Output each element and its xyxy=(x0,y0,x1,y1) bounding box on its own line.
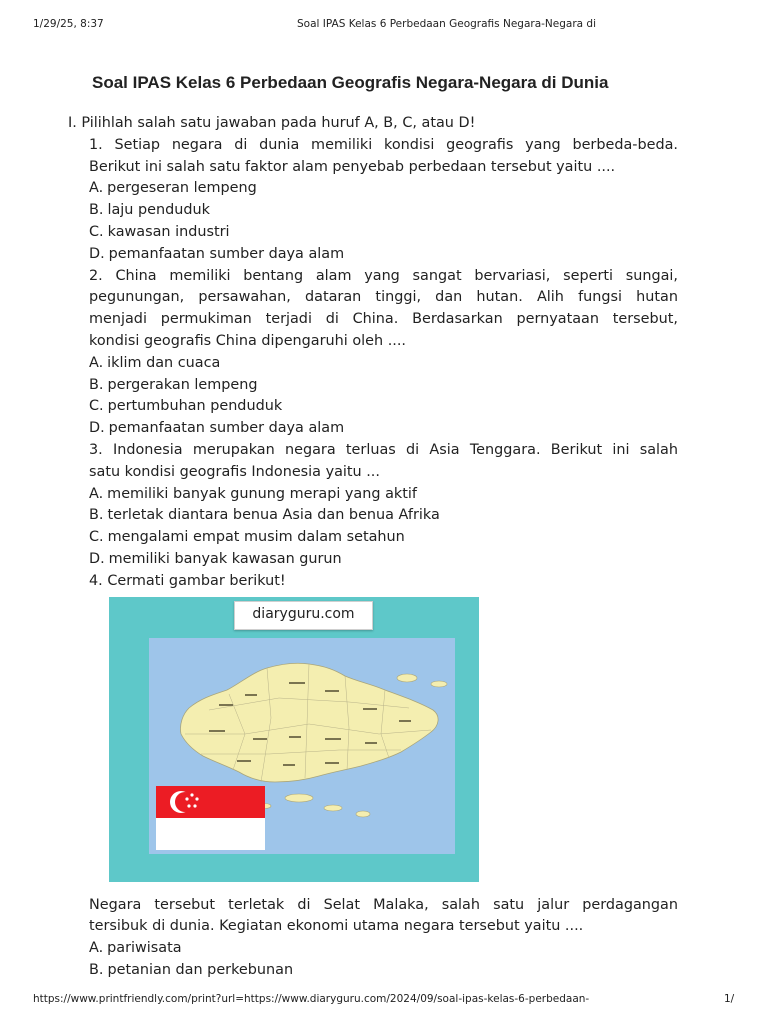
answer-option: D. memiliki banyak kawasan gurun xyxy=(89,550,342,567)
question-list xyxy=(68,113,678,982)
question-2 xyxy=(68,266,678,440)
answer-option: C. kawasan industri xyxy=(89,223,230,240)
answer-option: A. memiliki banyak gunung merapi yang aktif xyxy=(89,485,417,502)
answer-option: D. pemanfaatan sumber daya alam xyxy=(89,245,345,262)
answer-option: B. pergerakan lempeng xyxy=(89,376,258,393)
document-title: Soal IPAS Kelas 6 Perbedaan Geografis Negara-Negara di Dunia xyxy=(92,73,609,92)
answer-option: B. petanian dan perkebunan xyxy=(89,961,294,978)
question-text: Cermati gambar berikut! xyxy=(107,572,286,589)
answer-option: D. pemanfaatan sumber daya alam xyxy=(89,420,345,437)
answer-option: A. iklim dan cuaca xyxy=(89,354,221,371)
question-number: 4. xyxy=(89,572,103,589)
question-1 xyxy=(68,135,678,266)
question-text: Negara tersebut terletak di Selat Malaka, salah satu jalur perdagangan xyxy=(89,896,678,913)
question-4 xyxy=(68,571,678,982)
print-page-title: Soal IPAS Kelas 6 Perbedaan Geografis Negara-Negara di xyxy=(297,18,597,30)
singapore-map-image xyxy=(109,597,479,882)
answer-option: A. pergeseran lempeng xyxy=(89,180,257,197)
question-3 xyxy=(68,440,678,571)
question-text: China memiliki bentang alam yang sangat bervariasi, seperti sungai, xyxy=(115,267,678,284)
answer-option: A. pariwisata xyxy=(89,940,182,957)
question-text: Indonesia merupakan negara terluas di Asia Tenggara. Berikut ini salah xyxy=(113,441,678,458)
instruction: I. Pilihlah salah satu jawaban pada huruf A, B, C, atau D! xyxy=(68,115,476,131)
answer-option: B. laju penduduk xyxy=(89,202,210,219)
question-text: menjadi permukiman terjadi di China. Berdasarkan pernyataan tersebut, xyxy=(89,311,678,328)
print-datetime: 1/29/25, 8:37 xyxy=(33,18,104,30)
answer-option: C. mengalami empat musim dalam setahun xyxy=(89,529,405,546)
answer-option: B. terletak diantara benua Asia dan benua Afrika xyxy=(89,507,440,524)
question-text: tersibuk di dunia. Kegiatan ekonomi utama negara tersebut yaitu .... xyxy=(89,918,584,935)
image-watermark-label: diaryguru.com xyxy=(234,601,373,630)
page-number: 1/ xyxy=(724,993,735,1005)
question-text: kondisi geografis China dipengaruhi oleh .... xyxy=(89,332,407,349)
answer-option: C. pertumbuhan penduduk xyxy=(89,398,283,415)
question-number: 2. xyxy=(89,267,103,284)
question-text: pegunungan, persawahan, dataran tinggi, dan hutan. Alih fungsi hutan xyxy=(89,289,678,306)
question-number: 1. xyxy=(89,136,103,153)
print-url: https://www.printfriendly.com/print?url=https://www.diaryguru.com/2024/09/soal-ipas-kelas-6-perbedaan- xyxy=(33,993,590,1005)
question-text: satu kondisi geografis Indonesia yaitu ... xyxy=(89,463,380,480)
singapore-flag xyxy=(156,786,265,850)
question-number: 3. xyxy=(89,441,103,458)
question-text: Setiap negara di dunia memiliki kondisi geografis yang berbeda-beda. xyxy=(114,136,678,153)
question-text: Berikut ini salah satu faktor alam penyebab perbedaan tersebut yaitu .... xyxy=(89,158,616,175)
